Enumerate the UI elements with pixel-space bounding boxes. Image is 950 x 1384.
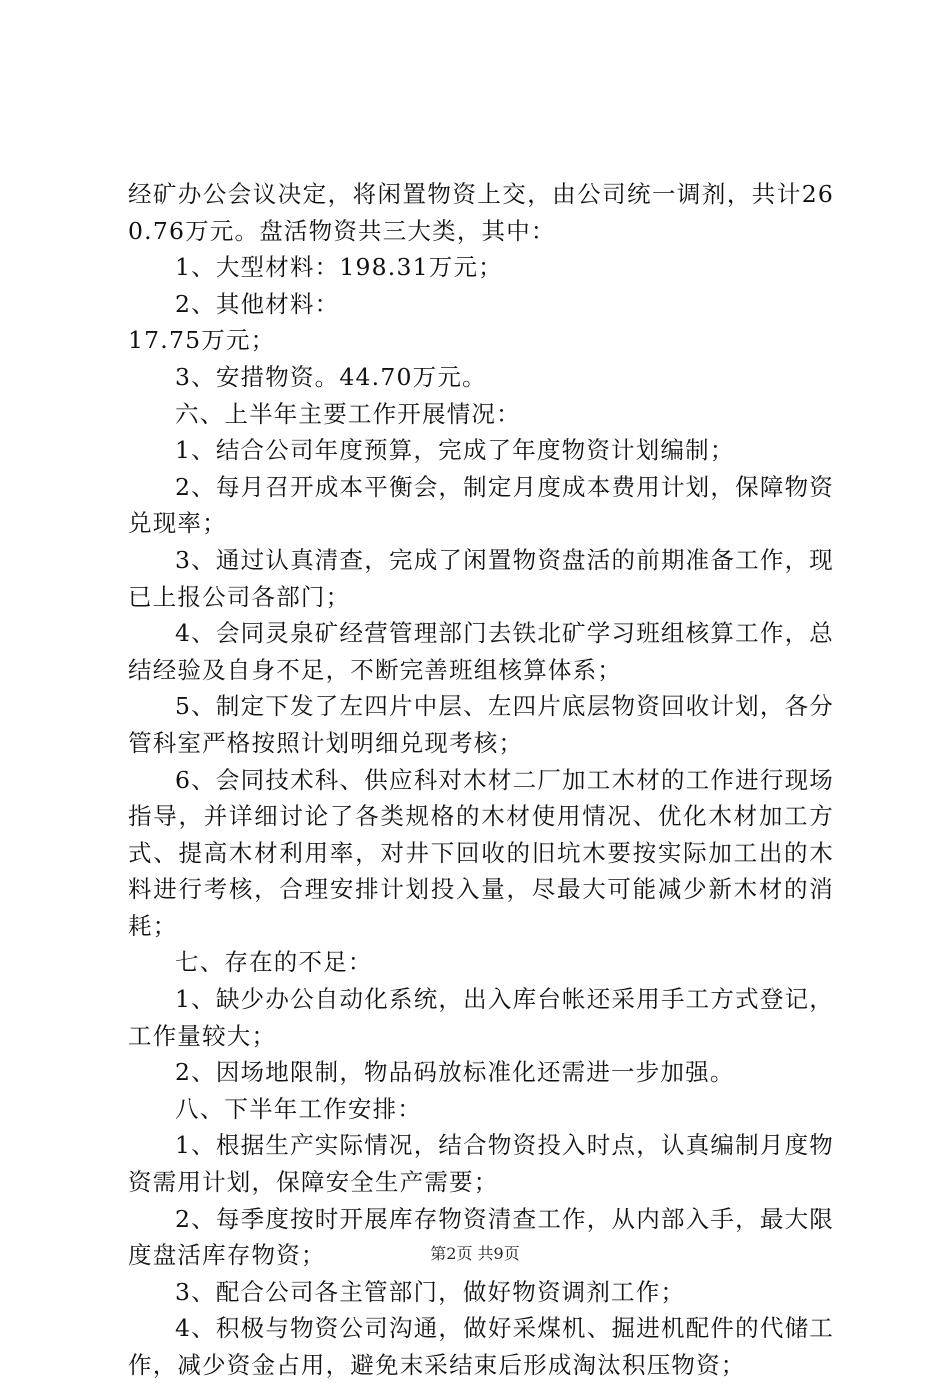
- paragraph-7: 1、结合公司年度预算，完成了年度物资计划编制；: [175, 436, 735, 465]
- paragraph-1: 经矿办公会议决定，将闲置物资上交，由公司统一调剂，共计260.76万元。盘活物资共三大类，其中：: [128, 180, 834, 245]
- paragraph-18: 2、每季度按时开展库存物资清查工作，从内部入手，最大限度盘活库存物资；: [128, 1204, 834, 1270]
- paragraph-12: 6、会同技术科、供应科对木材二厂加工木材的工作进行现场指导，并详细讨论了各类规格的木材使用情况、优化木材加工方式、提高木材利用率，对井下回收的旧坑木要按实际加工出的木料进行考核，合理安排计划投入量，尽最大可能减少新木材的消耗；: [128, 765, 834, 940]
- section-heading-7: 七、存在的不足：: [175, 948, 373, 977]
- document-body: [128, 176, 834, 1384]
- paragraph-4: 17.75万元；: [128, 326, 276, 355]
- paragraph-2: 1、大型材料：198.31万元；: [175, 253, 503, 282]
- section-heading-8: 八、下半年工作安排：: [175, 1094, 422, 1123]
- paragraph-20: 4、积极与物资公司沟通，做好采煤机、掘进机配件的代储工作，减少资金占用，避免末采结束后形成淘汰积压物资；: [128, 1314, 834, 1379]
- paragraph-8: 2、每月召开成本平衡会，制定月度成本费用计划，保障物资兑现率；: [128, 472, 834, 538]
- paragraph-19: 3、配合公司各主管部门，做好物资调剂工作；: [175, 1277, 686, 1306]
- paragraph-14: 1、缺少办公自动化系统，出入库台帐还采用手工方式登记，工作量较大；: [128, 985, 834, 1050]
- paragraph-10: 4、会同灵泉矿经营管理部门去铁北矿学习班组核算工作，总结经验及自身不足，不断完善班组核算体系；: [128, 619, 834, 684]
- paragraph-15: 2、因场地限制，物品码放标准化还需进一步加强。: [175, 1058, 735, 1087]
- section-heading-6: 六、上半年主要工作开展情况：: [175, 399, 521, 428]
- paragraph-11: 5、制定下发了左四片中层、左四片底层物资回收计划，各分管科室严格按照计划明细兑现考核；: [128, 692, 834, 757]
- page-number-footer: 第2页 共9页: [430, 1244, 520, 1263]
- paragraph-9: 3、通过认真清查，完成了闲置物资盘活的前期准备工作，现已上报公司各部门；: [128, 545, 834, 611]
- paragraph-17: 1、根据生产实际情况，结合物资投入时点，认真编制月度物资需用计划，保障安全生产需要；: [128, 1131, 834, 1197]
- paragraph-3: 2、其他材料：: [175, 289, 340, 318]
- paragraph-5: 3、安措物资。44.70万元。: [175, 362, 487, 391]
